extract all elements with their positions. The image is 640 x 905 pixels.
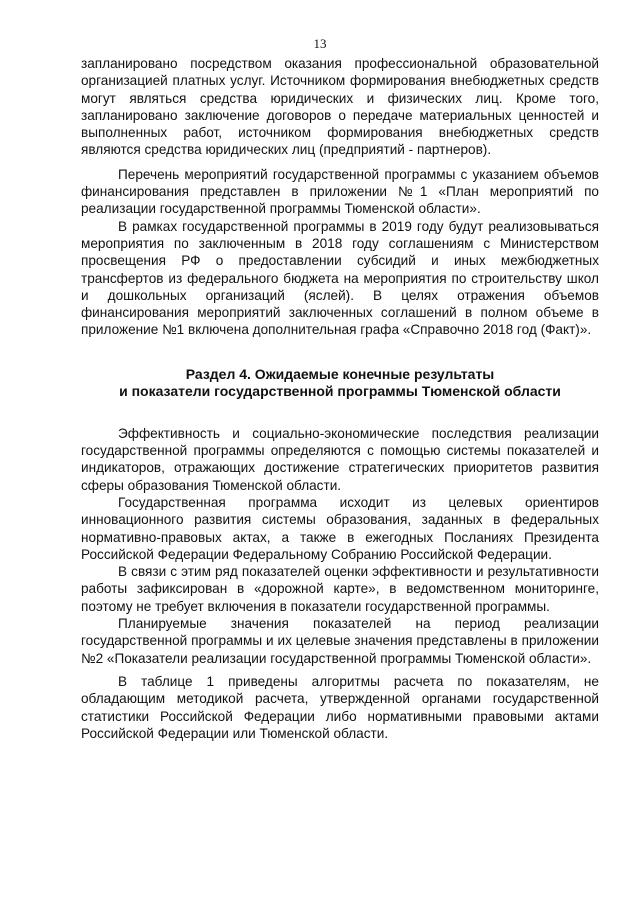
paragraph-effectiveness: Эффективность и социально-экономические последствия реализации государственной программы определяются с помощью системы показателей и индикаторов, отражающих достижение стратегических приоритетов развития сферы образования Тюменской области. — [81, 425, 599, 493]
section-heading-line-1: Раздел 4. Ожидаемые конечные результаты — [185, 365, 495, 382]
paragraph-activities-list: Перечень мероприятий государственной программы с указанием объемов финансирования представлен в приложении №1 «План мероприятий по реализации государственной программы Тюменской области». — [81, 166, 599, 217]
paragraph-continuation: запланировано посредством оказания профессиональной образовательной организацией платных услуг. Источником формирования внебюджетных средств могут являться средства юридических и физических лиц. Кроме того, запланировано заключение договоров о передаче материальных ценностей и выполненных работ, источником формирования внебюджетных средств являются средства юридических лиц (предприятий - партнеров). — [81, 56, 599, 158]
paragraph-roadmap: В связи с этим ряд показателей оценки эффективности и результативности работы зафиксирован в «дорожной карте», в ведомственном мониторинге, поэтому не требует включения в показатели государственной программы. — [81, 564, 599, 614]
paragraph-2019-agreements: В рамках государственной программы в 2019 году будут реализовываться мероприятия по заключенным в 2018 году соглашениям с Министерством просвещения РФ о предоставлении субсидий и иных межбюджетных трансфертов из федерального бюджета на мероприятия по строительству школ и дошкольных организаций (яслей). В целях отражения объемов финансирования мероприятий заключенных соглашений в полном объеме в приложение №1 включена дополнительная графа «Справочно 2018 год (Факт)». — [81, 218, 599, 338]
document-body — [81, 55, 599, 742]
paragraph-targets: Государственная программа исходит из целевых ориентиров инновационного развития системы образования, заданных в федеральных нормативно-правовых актах, а также в ежегодных Посланиях Президента Российской Федерации Федеральному Собранию Российской Федерации. — [81, 494, 599, 562]
page-number: 13 — [313, 36, 327, 51]
section-heading-line-2: и показатели государственной программы Тюменской области — [119, 383, 561, 400]
paragraph-indicators-appendix: Планируемые значения показателей на период реализации государственной программы и их целевые значения представлены в приложении №2 «Показатели реализации государственной программы Тюменской области». — [81, 616, 599, 666]
section-4-heading — [81, 366, 599, 401]
paragraph-table-1: В таблице 1 приведены алгоритмы расчета по показателям, не обладающим методикой расчета, утвержденной органами государственной статистики Российской Федерации либо нормативными правовыми актами Российской Федерации или Тюменской области. — [81, 673, 599, 741]
